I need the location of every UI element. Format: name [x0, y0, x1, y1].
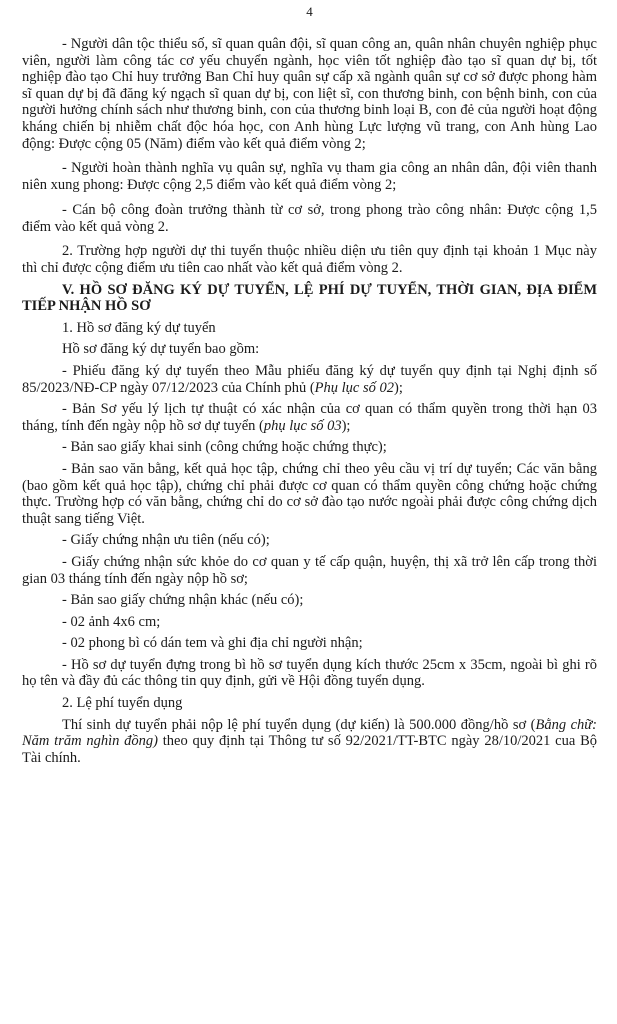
list-item-diplomas: - Bản sao văn bằng, kết quả học tập, chứng chỉ theo yêu cầu vị trí dự tuyển; Các văn bằng (bao gồm kết quả học tập), chứng chỉ phải được cơ quan có thẩm quyền công chứng hoặc chứng thực. Trường hợp có văn bằng, chứng chỉ do cơ sở đào tạo nước ngoài phải được công chứng dịch thuật sang tiếng Việt.: [22, 460, 597, 527]
item-text: - Bản Sơ yếu lý lịch tự thuật có xác nhận của cơ quan có thẩm quyền trong thời hạn 03 tháng, tính đến ngày nộp hồ sơ dự tuyển (: [22, 401, 597, 434]
fee-text: theo quy định tại Thông tư số 92/2021/TT-BTC ngày 28/10/2021 cua Bộ Tài chính.: [22, 733, 597, 766]
application-intro: Hồ sơ đăng ký dự tuyển bao gồm:: [62, 341, 260, 358]
appendix-ref: phụ lục số 03: [263, 417, 342, 434]
list-item-other-certificates: - Bản sao giấy chứng nhận khác (nếu có);: [62, 592, 304, 609]
paragraph-priority-5-points: - Người dân tộc thiểu số, sĩ quan quân đội, sĩ quan công an, quân nhân chuyên nghiệp phục viên, người làm công tác cơ yếu chuyển ngành, học viên tốt nghiệp đào tạo sĩ quan dự bị, tốt nghiệp đào tạo Chỉ huy trưởng Ban Chỉ huy quân sự cấp xã ngành quân sự cơ sở được phong hàm sĩ quan dự bị đã đăng ký ngạch sĩ quan dự bị, con liệt sĩ, con thương binh, con bệnh binh, con của người hưởng chính sách như thương binh, con của thương binh loại B, con đẻ của người hoạt động kháng chiến bị nhiễm chất độc hóa học, con Anh hùng Lực lượng vũ trang, con Anh hùng Lao động: Được cộng 05 (Năm) điểm vào kết quả điểm vòng 2;: [22, 36, 597, 152]
list-item-registration-form: [22, 363, 597, 396]
section-heading-v: V. HỒ SƠ ĐĂNG KÝ DỰ TUYỂN, LỆ PHÍ DỰ TUYỂN, THỜI GIAN, ĐỊA ĐIỂM TIẾP NHẬN HỒ SƠ: [22, 281, 597, 315]
fee-paragraph: [22, 717, 597, 767]
list-item-birth-certificate: - Bản sao giấy khai sinh (công chứng hoặc chứng thực);: [62, 439, 387, 456]
list-item-envelopes: - 02 phong bì có dán tem và ghi địa chỉ người nhận;: [62, 635, 363, 652]
item-text: - Phiếu đăng ký dự tuyển theo Mẫu phiếu đăng ký dự tuyển quy định tại Nghị định số 85/2023/NĐ-CP ngày 07/12/2023 của Chính phủ (: [22, 362, 597, 396]
page-number: 4: [306, 4, 313, 19]
list-item-curriculum-vitae: [22, 401, 597, 434]
list-item-file-folder: - Hồ sơ dự tuyển đựng trong bì hồ sơ tuyển dụng kích thước 25cm x 35cm, ngoài bì ghi rõ họ tên và đầy đủ các thông tin quy định, gửi về Hội đồng tuyển dụng.: [22, 656, 597, 690]
fee-text: Thí sinh dự tuyển phải nộp lệ phí tuyển dụng (dự kiến) là 500.000 đồng/hồ sơ (: [62, 716, 536, 733]
item-text: );: [341, 417, 351, 434]
item-text: );: [394, 379, 403, 396]
paragraph-priority-2-5-points: - Người hoàn thành nghĩa vụ quân sự, nghĩa vụ tham gia công an nhân dân, đội viên thanh niên xung phong: Được cộng 2,5 điểm vào kết quả điểm vòng 2;: [22, 160, 597, 194]
list-item-photos: - 02 ảnh 4x6 cm;: [62, 613, 161, 630]
paragraph-multiple-priority-rule: 2. Trường hợp người dự thi tuyển thuộc nhiều diện ưu tiên quy định tại khoản 1 Mục này thì chỉ được cộng điểm ưu tiên cao nhất vào kết quả điểm vòng 2.: [22, 243, 597, 277]
list-item-priority-certificate: - Giấy chứng nhận ưu tiên (nếu có);: [62, 532, 270, 549]
subsection-title-fee: 2. Lệ phí tuyển dụng: [62, 695, 183, 712]
list-item-health-certificate: - Giấy chứng nhận sức khỏe do cơ quan y tế cấp quận, huyện, thị xã trở lên cấp trong thời gian 03 tháng tính đến ngày nộp hồ sơ;: [22, 553, 597, 587]
fee-in-words: Bằng chữ: Năm trăm nghìn đồng): [22, 716, 597, 750]
subsection-title-application: 1. Hồ sơ đăng ký dự tuyển: [62, 319, 216, 336]
appendix-ref: Phụ lục số 02: [314, 379, 395, 396]
paragraph-priority-1-5-points: - Cán bộ công đoàn trưởng thành từ cơ sở, trong phong trào công nhân: Được cộng 1,5 điểm vào kết quả vòng 2.: [22, 201, 597, 235]
